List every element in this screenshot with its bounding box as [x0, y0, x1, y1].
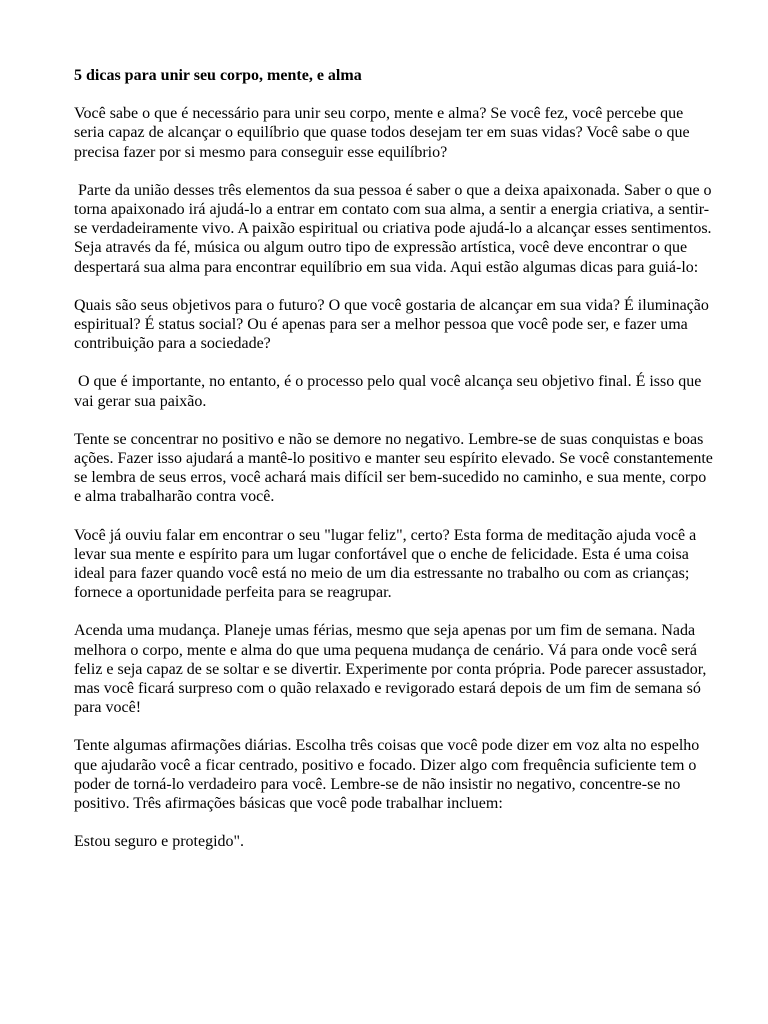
paragraph-passion: Parte da união desses três elementos da sua pessoa é saber o que a deixa apaixonada. Saber o que o torna apaixonado irá ajudá-lo a entrar em contato com sua alma, a sentir a energia criativa, a sentir-se verdadeiramente vivo. A paixão espiritual ou criativa pode ajudá-lo a alcançar esses sentimentos. Seja através da fé, música ou algum outro tipo de expressão artística, você deve encontrar o que despertará sua alma para encontrar equilíbrio em sua vida. Aqui estão algumas dicas para guiá-lo:: [74, 181, 716, 276]
paragraph-process: O que é importante, no entanto, é o processo pelo qual você alcança seu objetivo final. É isso que vai gerar sua paixão.: [74, 373, 706, 410]
paragraph-affirmations: Tente algumas afirmações diárias. Escolha três coisas que você pode dizer em voz alta no espelho que ajudarão você a ficar centrado, positivo e focado. Dizer algo com frequência suficiente tem o poder de torná-lo verdadeiro para você. Lembre-se de não insistir no negativo, concentre-se no positivo. Três afirmações básicas que você pode trabalhar incluem:: [74, 737, 704, 813]
paragraph-positive: Tente se concentrar no positivo e não se demore no negativo. Lembre-se de suas conquistas e boas ações. Fazer isso ajudará a mantê-lo positivo e manter seu espírito elevado. Se você constantemente se lembra de seus erros, você achará mais difícil ser bem-sucedido no caminho, e sua mente, corpo e alma trabalharão contra você.: [74, 430, 717, 506]
document-title: 5 dicas para unir seu corpo, mente, e alma: [74, 67, 362, 84]
paragraph-happy-place: Você já ouviu falar em encontrar o seu "lugar feliz", certo? Esta forma de meditação ajuda você a levar sua mente e espírito para um lugar confortável que o enche de felicidade. Esta é uma coisa ideal para fazer quando você está no meio de um dia estressante no trabalho ou com as crianças; fornece a oportunidade perfeita para se reagrupar.: [74, 526, 701, 602]
paragraph-intro: Você sabe o que é necessário para unir seu corpo, mente e alma? Se você fez, você percebe que seria capaz de alcançar o equilíbrio que quase todos desejam ter em suas vidas? Você sabe o que precisa fazer por si mesmo para conseguir esse equilíbrio?: [74, 105, 694, 161]
paragraph-affirmation-1: Estou seguro e protegido".: [74, 833, 245, 851]
document-page: [74, 66, 717, 852]
paragraph-change: Acenda uma mudança. Planeje umas férias, mesmo que seja apenas por um fim de semana. Nada melhora o corpo, mente e alma do que uma pequena mudança de cenário. Vá para onde você será feliz e seja capaz de se soltar e se divertir. Experimente por conta própria. Pode parecer assustador, mas você ficará surpreso com o quão relaxado e revigorado estará depois de um fim de semana só para você!: [74, 622, 711, 717]
paragraph-goals: Quais são seus objetivos para o futuro? O que você gostaria de alcançar em sua vida? É iluminação espiritual? É status social? Ou é apenas para ser a melhor pessoa que você pode ser, e fazer uma contribuição para a sociedade?: [74, 296, 713, 353]
